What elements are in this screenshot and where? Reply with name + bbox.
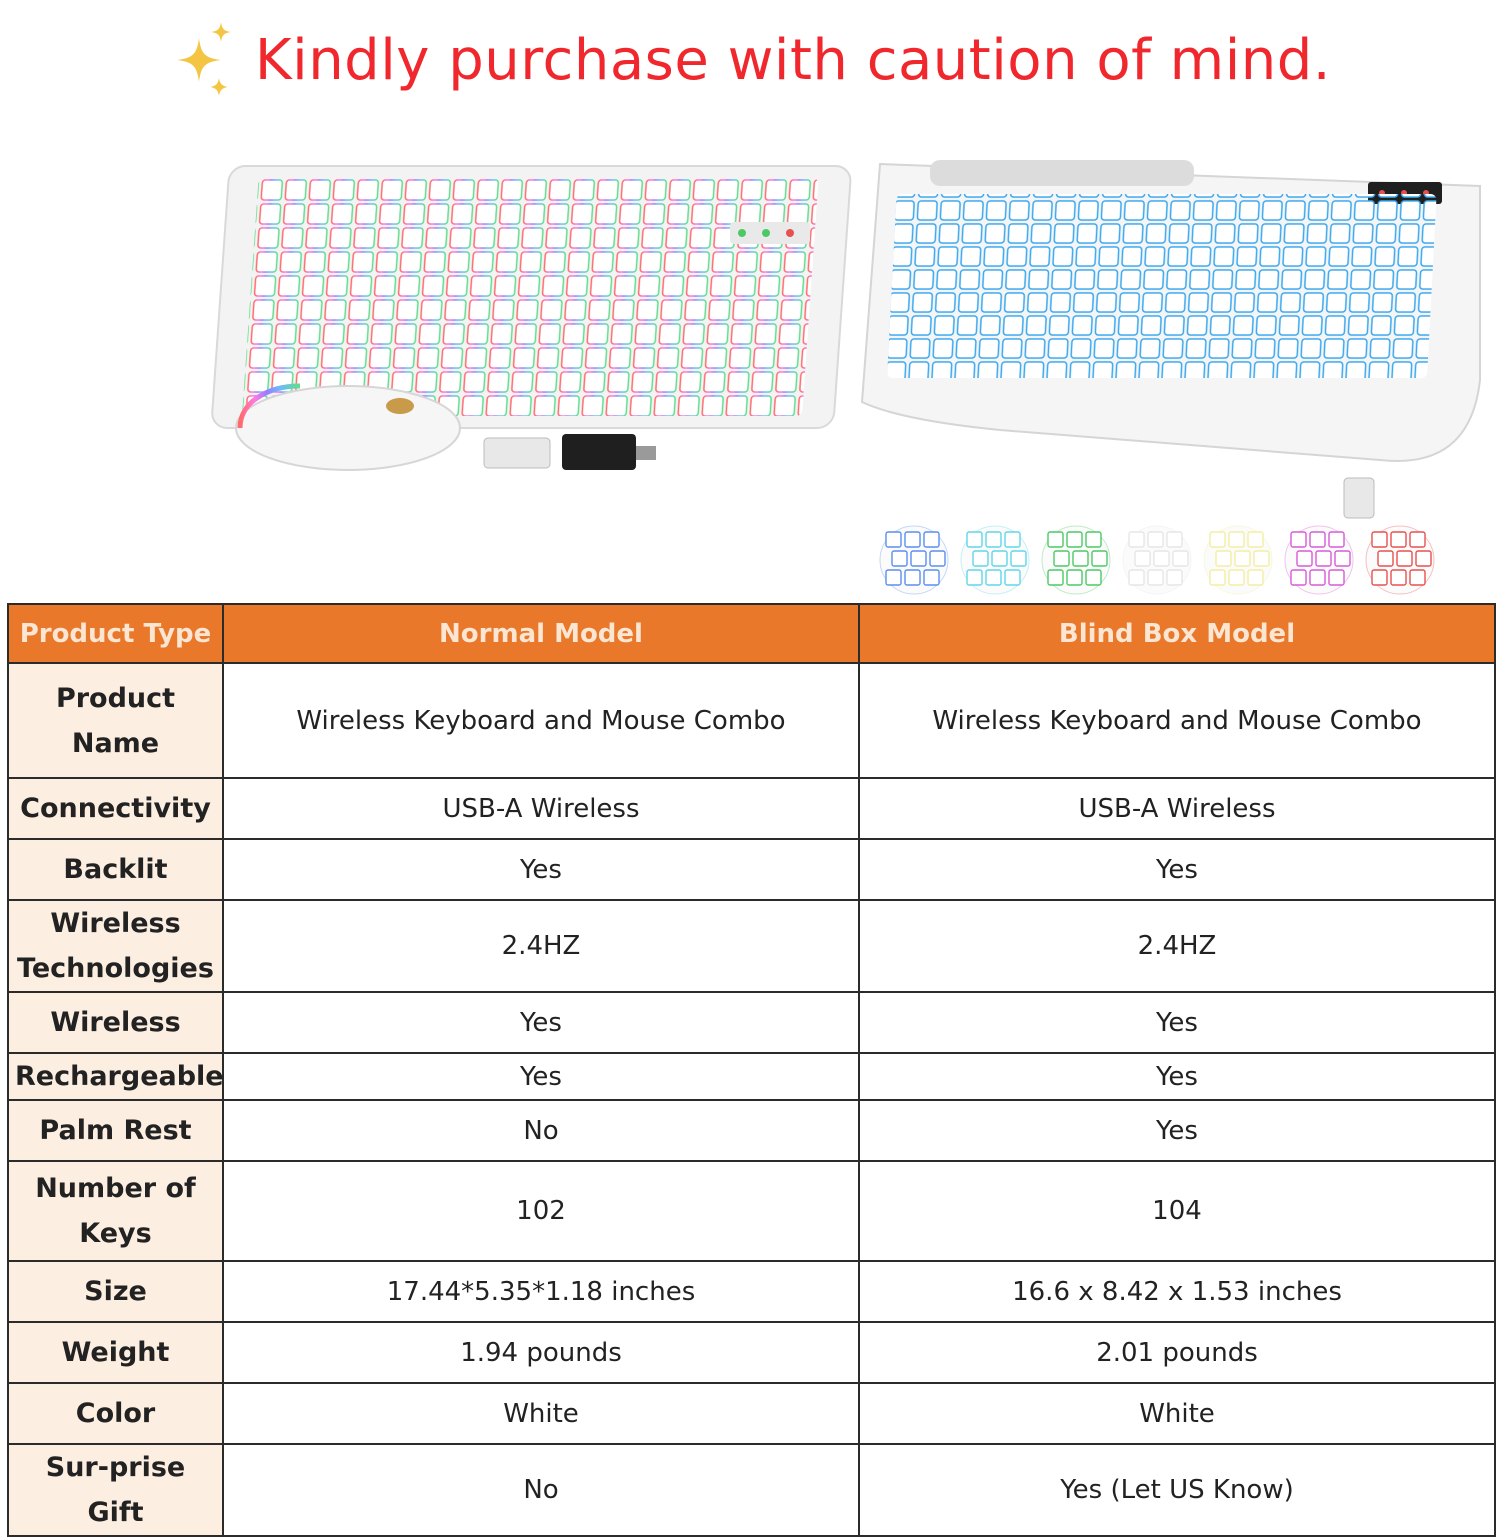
blind-value: Yes: [859, 839, 1495, 900]
normal-value: Yes: [223, 1053, 859, 1100]
keyboard-blind-box-model: [862, 160, 1480, 518]
row-label: Sur-prise Gift: [8, 1444, 223, 1536]
blind-value: 2.4HZ: [859, 900, 1495, 992]
row-label: Rechargeable: [8, 1053, 223, 1100]
blind-value: 104: [859, 1161, 1495, 1261]
row-label: Wireless: [8, 992, 223, 1053]
table-row: [8, 778, 1495, 839]
row-label: Color: [8, 1383, 223, 1444]
normal-value: No: [223, 1100, 859, 1161]
blind-value: White: [859, 1383, 1495, 1444]
normal-value: White: [223, 1383, 859, 1444]
table-row: [8, 900, 1495, 992]
normal-value: Yes: [223, 992, 859, 1053]
blind-value: Yes: [859, 1100, 1495, 1161]
blind-value: Yes: [859, 992, 1495, 1053]
backlight-color-swatches: [876, 522, 1446, 598]
table-row: [8, 839, 1495, 900]
table-header-row: [8, 604, 1495, 663]
header-product-type: Product Type: [8, 604, 223, 663]
header-blind-box-model: Blind Box Model: [859, 604, 1495, 663]
blind-value: USB-A Wireless: [859, 778, 1495, 839]
backlight-swatch: [1042, 526, 1110, 594]
backlight-swatch: [961, 526, 1029, 594]
table-row: [8, 1261, 1495, 1322]
blind-value: Yes: [859, 1053, 1495, 1100]
banner: [0, 0, 1500, 120]
usb-receivers: [484, 434, 656, 470]
normal-value: No: [223, 1444, 859, 1536]
table-row: [8, 992, 1495, 1053]
row-label: Size: [8, 1261, 223, 1322]
row-label: Weight: [8, 1322, 223, 1383]
table-row: [8, 1383, 1495, 1444]
backlight-swatch: [1204, 526, 1272, 594]
header-normal-model: Normal Model: [223, 604, 859, 663]
table-row: [8, 1100, 1495, 1161]
table-row: [8, 1322, 1495, 1383]
blind-value: 2.01 pounds: [859, 1322, 1495, 1383]
normal-value: 2.4HZ: [223, 900, 859, 992]
normal-value: USB-A Wireless: [223, 778, 859, 839]
sparkle-icon: [169, 20, 239, 100]
mouse: [236, 386, 460, 470]
table-row: [8, 663, 1495, 778]
table-row: [8, 1053, 1495, 1100]
row-label: Wireless Technologies: [8, 900, 223, 992]
backlight-swatch: [1366, 526, 1434, 594]
row-label: Connectivity: [8, 778, 223, 839]
normal-value: 17.44*5.35*1.18 inches: [223, 1261, 859, 1322]
backlight-swatch: [1285, 526, 1353, 594]
backlight-swatch: [880, 526, 948, 594]
backlight-swatch: [1123, 526, 1191, 594]
normal-value: 102: [223, 1161, 859, 1261]
row-label: Backlit: [8, 839, 223, 900]
row-label: Palm Rest: [8, 1100, 223, 1161]
blind-value: 16.6 x 8.42 x 1.53 inches: [859, 1261, 1495, 1322]
blind-value: Yes (Let US Know): [859, 1444, 1495, 1536]
table-row: [8, 1444, 1495, 1536]
spec-table: [7, 603, 1496, 1537]
blind-value: Wireless Keyboard and Mouse Combo: [859, 663, 1495, 778]
row-label: Number of Keys: [8, 1161, 223, 1261]
normal-value: Wireless Keyboard and Mouse Combo: [223, 663, 859, 778]
row-label: Product Name: [8, 663, 223, 778]
table-row: [8, 1161, 1495, 1261]
normal-value: 1.94 pounds: [223, 1322, 859, 1383]
banner-title: Kindly purchase with caution of mind.: [254, 27, 1332, 93]
normal-value: Yes: [223, 839, 859, 900]
